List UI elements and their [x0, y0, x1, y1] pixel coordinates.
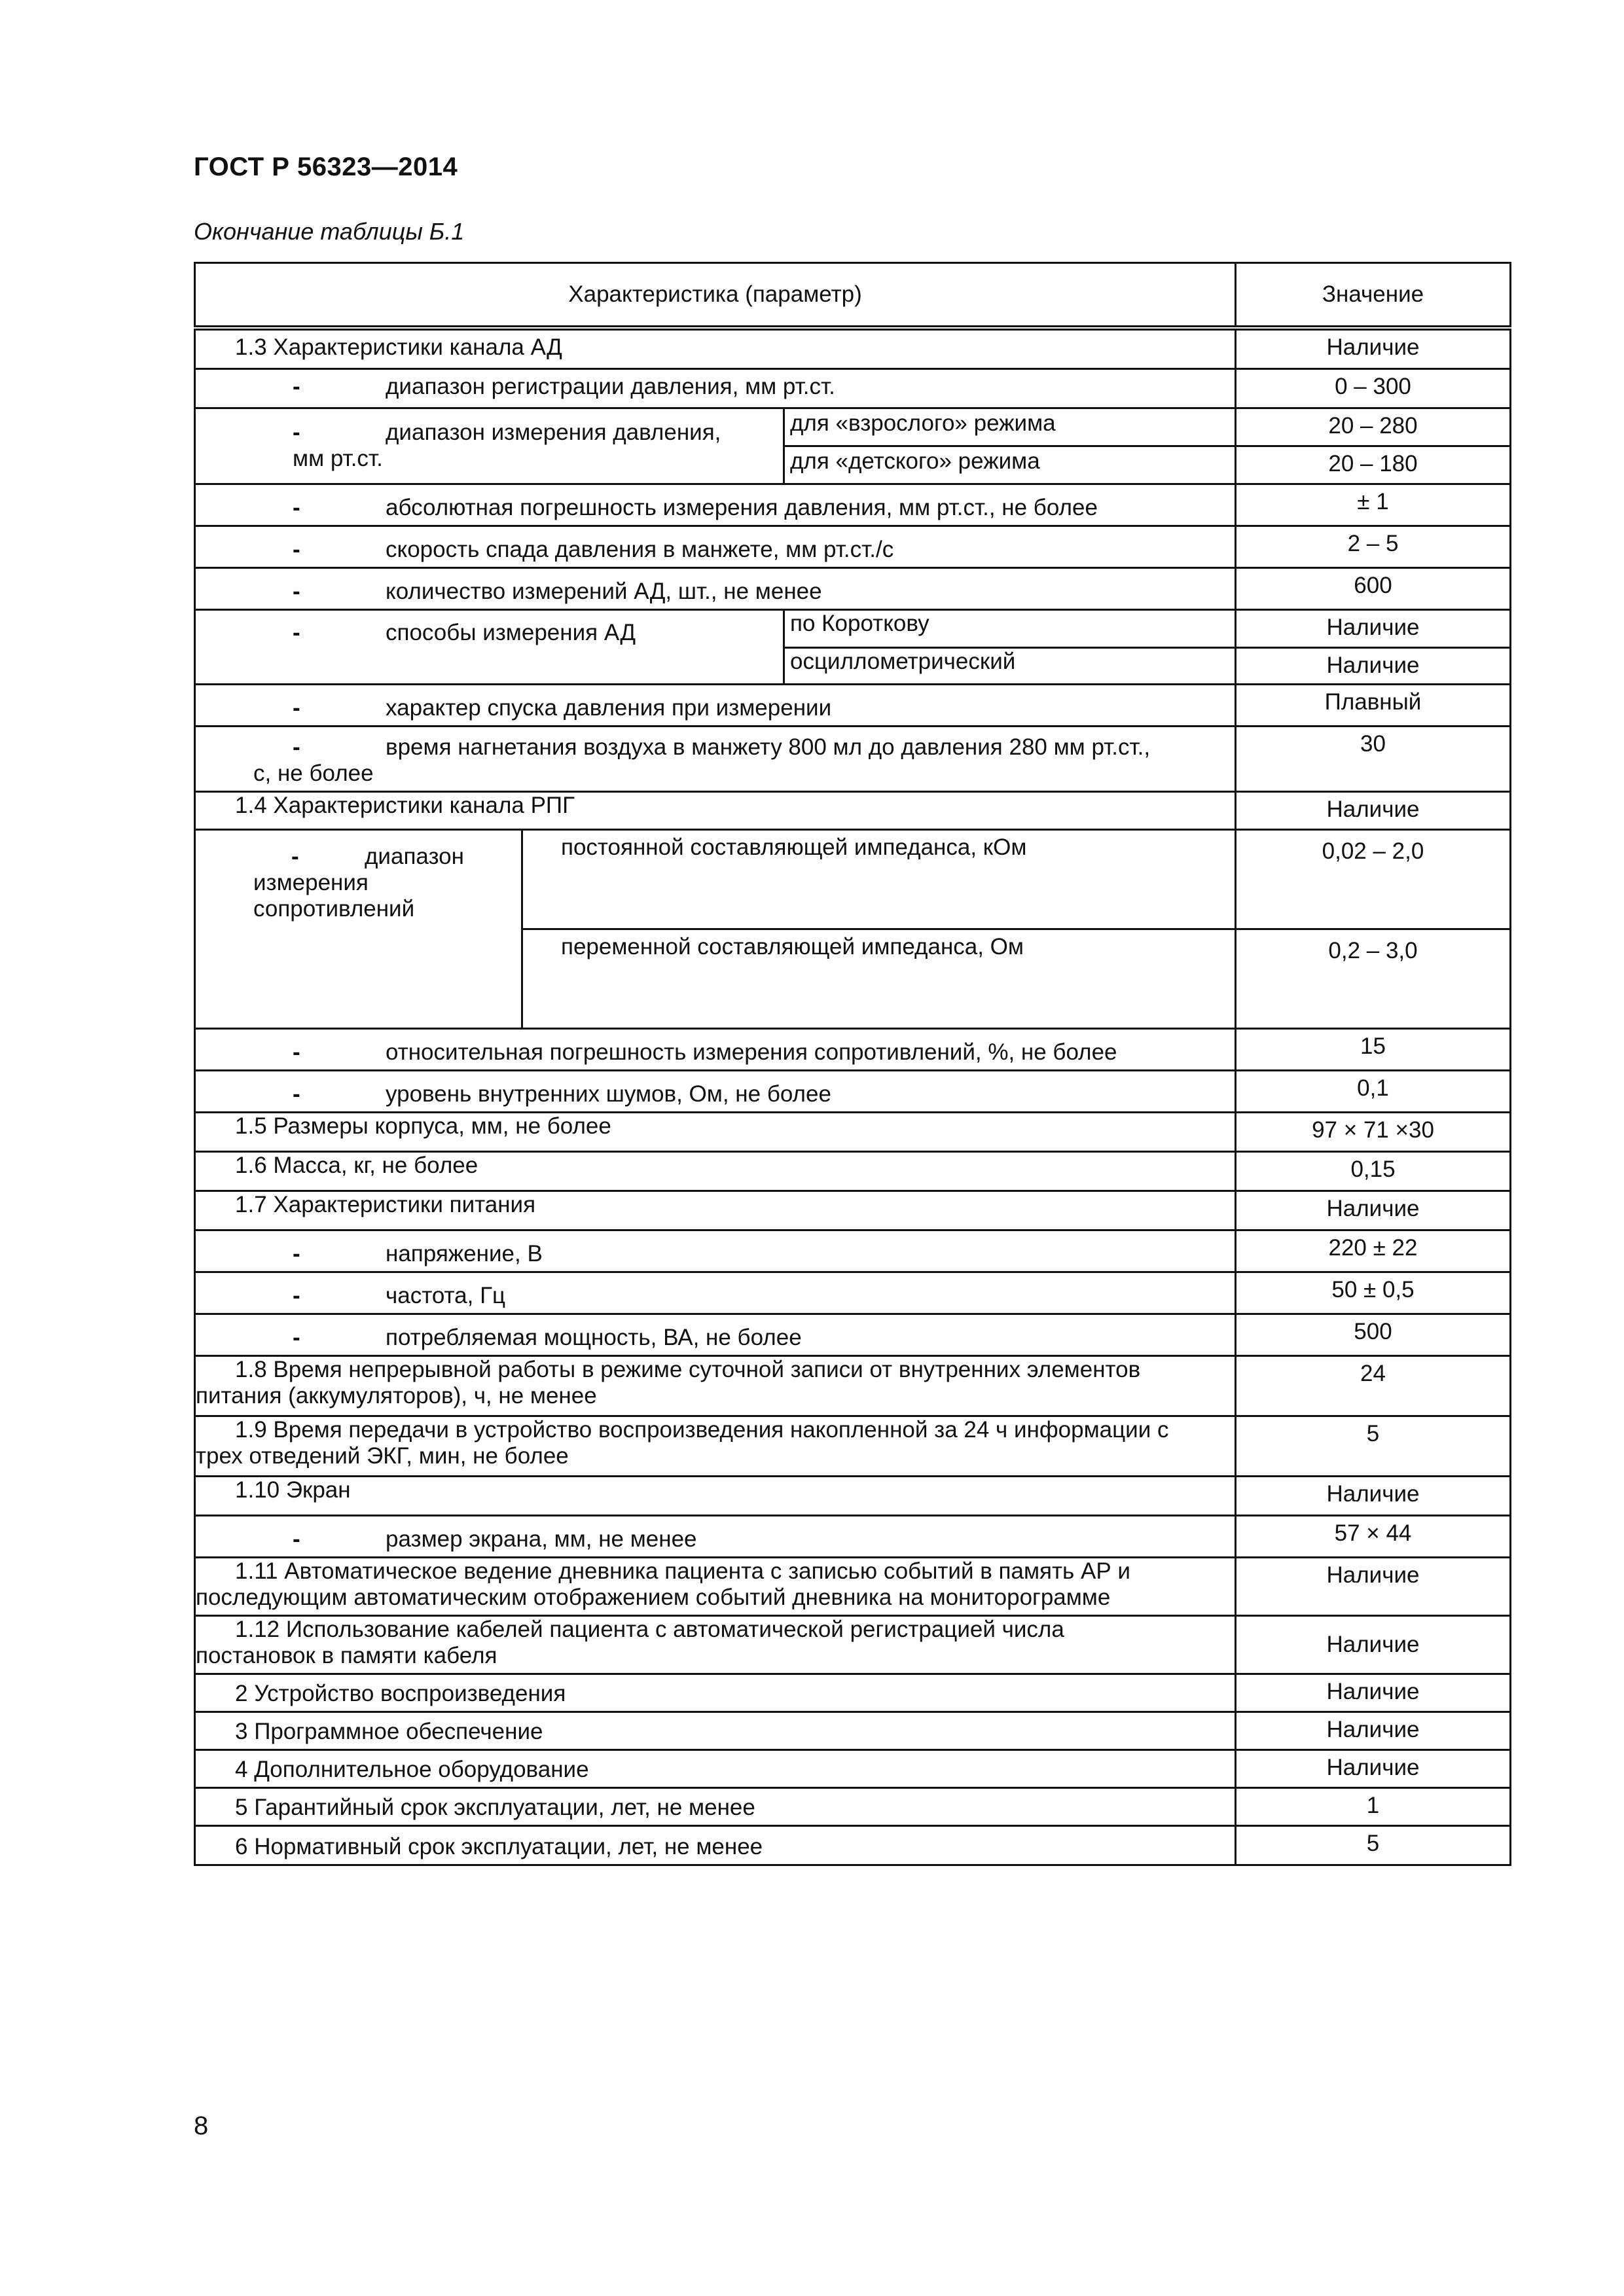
row-value: 0,15 — [1236, 1151, 1511, 1191]
row-label-cell — [195, 1230, 1236, 1272]
row-label-cont: питания (аккумуляторов), ч, не менее — [196, 1382, 597, 1408]
dash-marker: - — [293, 420, 300, 445]
row-label: диапазон — [365, 843, 464, 869]
dash-marker: - — [293, 578, 300, 604]
row-label-cell — [195, 1272, 1236, 1314]
row-label-cell — [195, 1615, 1236, 1674]
table-row — [195, 1070, 1511, 1112]
table-row — [195, 1151, 1511, 1191]
row-label-cell — [195, 1314, 1236, 1355]
row-label: абсолютная погрешность измерения давления, мм рт.ст., не более — [386, 494, 1098, 520]
row-label-cell — [195, 1557, 1236, 1615]
row-value: 220 ± 22 — [1236, 1230, 1511, 1272]
table-header-row — [195, 263, 1511, 329]
row-value: 15 — [1236, 1028, 1511, 1070]
table-row — [195, 1515, 1511, 1557]
dash-marker: - — [293, 1324, 300, 1350]
dash-marker: - — [293, 619, 300, 645]
dash-marker: - — [293, 373, 300, 399]
row-label: 5 Гарантийный срок эксплуатации, лет, не менее — [195, 1787, 1236, 1825]
table-row — [195, 1825, 1511, 1865]
row-value: Наличие — [1236, 1749, 1511, 1787]
table-row — [195, 1674, 1511, 1712]
dash-marker: - — [293, 694, 300, 721]
row-label: 3 Программное обеспечение — [195, 1712, 1236, 1749]
row-label: 1.5 Размеры корпуса, мм, не более — [195, 1112, 1236, 1151]
row-value: Наличие — [1236, 1476, 1511, 1515]
row-label: количество измерений АД, шт., не менее — [386, 578, 822, 604]
table-row — [195, 1615, 1511, 1674]
header-characteristic: Характеристика (параметр) — [195, 263, 1236, 329]
table-row — [195, 829, 1511, 929]
row-value: Наличие — [1236, 328, 1511, 368]
row-label: 1.11 Автоматическое ведение дневника пациента с записью событий в память АР и — [235, 1558, 1130, 1584]
row-label-cont: сопротивлений — [253, 895, 415, 922]
dash-marker: - — [293, 1039, 300, 1065]
table-row — [195, 1355, 1511, 1416]
row-label: 1.4 Характеристики канала РПГ — [195, 791, 1236, 829]
row-value: Плавный — [1236, 684, 1511, 726]
row-value: 20 – 280 — [1236, 408, 1511, 446]
table-row — [195, 1749, 1511, 1787]
row-label-cont: трех отведений ЭКГ, мин, не более — [196, 1443, 569, 1469]
table-row — [195, 1028, 1511, 1070]
row-value: 600 — [1236, 567, 1511, 609]
sub-label: для «взрослого» режима — [784, 408, 1236, 446]
table-row — [195, 1230, 1511, 1272]
row-value: 5 — [1236, 1825, 1511, 1865]
row-value: Наличие — [1236, 791, 1511, 829]
table-row — [195, 726, 1511, 791]
row-value: Наличие — [1236, 1191, 1511, 1230]
dash-marker: - — [293, 494, 300, 520]
row-label-cont: мм рт.ст. — [293, 446, 383, 471]
row-value: 20 – 180 — [1236, 446, 1511, 484]
table-row — [195, 1712, 1511, 1749]
row-value: 0,1 — [1236, 1070, 1511, 1112]
row-value: Наличие — [1236, 1674, 1511, 1712]
row-label: 2 Устройство воспроизведения — [195, 1674, 1236, 1712]
row-label: 4 Дополнительное оборудование — [195, 1749, 1236, 1787]
row-label: 1.9 Время передачи в устройство воспроизведения накопленной за 24 ч информации с — [235, 1416, 1169, 1443]
spec-table — [194, 262, 1511, 1866]
row-value: 30 — [1236, 726, 1511, 791]
row-value: Наличие — [1236, 1712, 1511, 1749]
table-row — [195, 1314, 1511, 1355]
table-row — [195, 328, 1511, 368]
row-label: 1.7 Характеристики питания — [195, 1191, 1236, 1230]
row-label: 1.6 Масса, кг, не более — [195, 1151, 1236, 1191]
row-label-cont: постановок в памяти кабеля — [196, 1642, 497, 1668]
row-value: 5 — [1236, 1416, 1511, 1476]
row-label-cell — [195, 567, 1236, 609]
table-row — [195, 1787, 1511, 1825]
row-label-cell — [195, 726, 1236, 791]
row-label: 1.12 Использование кабелей пациента с автоматической регистрацией числа — [235, 1616, 1064, 1642]
row-value: 500 — [1236, 1314, 1511, 1355]
row-label: напряжение, В — [386, 1240, 543, 1266]
dash-marker: - — [293, 1081, 300, 1107]
table-row — [195, 1272, 1511, 1314]
dash-marker: - — [293, 1240, 300, 1266]
table-row — [195, 408, 1511, 446]
row-label: характер спуска давления при измерении — [386, 694, 832, 721]
row-label: потребляемая мощность, ВА, не более — [386, 1324, 802, 1350]
row-value: 1 — [1236, 1787, 1511, 1825]
sub-label: осциллометрический — [784, 647, 1236, 684]
row-label-cont: с, не более — [253, 760, 374, 786]
row-label-cell — [195, 609, 784, 684]
table-row — [195, 1191, 1511, 1230]
row-label: время нагнетания воздуха в манжету 800 мл до давления 280 мм рт.ст., — [386, 734, 1151, 760]
sub-label: переменной составляющей импеданса, Ом — [522, 929, 1236, 1028]
row-value: Наличие — [1236, 1557, 1511, 1615]
sub-label: постоянной составляющей импеданса, кОм — [522, 829, 1236, 929]
row-label-cell — [195, 1355, 1236, 1416]
row-label-cell — [195, 368, 1236, 408]
row-label-cell — [195, 829, 522, 1028]
sub-label: по Короткову — [784, 609, 1236, 647]
row-label-cell — [195, 1070, 1236, 1112]
row-value: 24 — [1236, 1355, 1511, 1416]
page-number: 8 — [194, 2111, 209, 2140]
row-label-cont: измерения — [253, 869, 369, 895]
row-label-cell — [195, 1028, 1236, 1070]
table-row — [195, 368, 1511, 408]
row-label: размер экрана, мм, не менее — [386, 1526, 697, 1552]
row-label: 1.8 Время непрерывной работы в режиме суточной записи от внутренних элементов — [235, 1356, 1141, 1382]
row-label: относительная погрешность измерения сопротивлений, %, не более — [386, 1039, 1117, 1065]
row-label-cell — [195, 684, 1236, 726]
table-row — [195, 1476, 1511, 1515]
dash-marker: - — [293, 1526, 300, 1552]
row-label-cell — [195, 408, 784, 484]
row-value: 0 – 300 — [1236, 368, 1511, 408]
table-row — [195, 1416, 1511, 1476]
row-value: ± 1 — [1236, 484, 1511, 526]
sub-label: для «детского» режима — [784, 446, 1236, 484]
row-label: диапазон измерения давления, — [386, 420, 721, 445]
row-value: 97 × 71 ×30 — [1236, 1112, 1511, 1151]
row-label: скорость спада давления в манжете, мм рт.ст./с — [386, 536, 894, 562]
row-value: 57 × 44 — [1236, 1515, 1511, 1557]
row-value: 0,02 – 2,0 — [1236, 829, 1511, 929]
row-label: 1.10 Экран — [195, 1476, 1236, 1515]
dash-marker: - — [293, 536, 300, 562]
row-label: 1.3 Характеристики канала АД — [195, 328, 1236, 368]
table-row — [195, 609, 1511, 647]
row-value: Наличие — [1236, 609, 1511, 647]
table-row — [195, 484, 1511, 526]
dash-marker: - — [291, 843, 299, 869]
row-value: Наличие — [1236, 647, 1511, 684]
row-value: 2 – 5 — [1236, 526, 1511, 567]
table-row — [195, 526, 1511, 567]
row-label: 6 Нормативный срок эксплуатации, лет, не менее — [195, 1825, 1236, 1865]
table-row — [195, 1112, 1511, 1151]
table-row — [195, 567, 1511, 609]
document-id: ГОСТ Р 56323—2014 — [194, 152, 458, 181]
row-label-cell — [195, 484, 1236, 526]
row-label: уровень внутренних шумов, Ом, не более — [386, 1081, 831, 1107]
table-row — [195, 684, 1511, 726]
row-value: Наличие — [1236, 1615, 1511, 1674]
dash-marker: - — [293, 1282, 300, 1308]
row-label: частота, Гц — [386, 1282, 506, 1308]
table-row — [195, 791, 1511, 829]
table-row — [195, 1557, 1511, 1615]
row-label: способы измерения АД — [386, 619, 636, 645]
row-label-cell — [195, 1515, 1236, 1557]
row-value: 0,2 – 3,0 — [1236, 929, 1511, 1028]
dash-marker: - — [293, 734, 300, 760]
row-label: диапазон регистрации давления, мм рт.ст. — [386, 373, 835, 399]
row-label-cell — [195, 1416, 1236, 1476]
row-label-cont: последующим автоматическим отображением событий дневника на мониторограмме — [196, 1584, 1111, 1610]
row-label-cell — [195, 526, 1236, 567]
row-value: 50 ± 0,5 — [1236, 1272, 1511, 1314]
header-value: Значение — [1236, 263, 1511, 329]
table-caption: Окончание таблицы Б.1 — [194, 218, 465, 245]
